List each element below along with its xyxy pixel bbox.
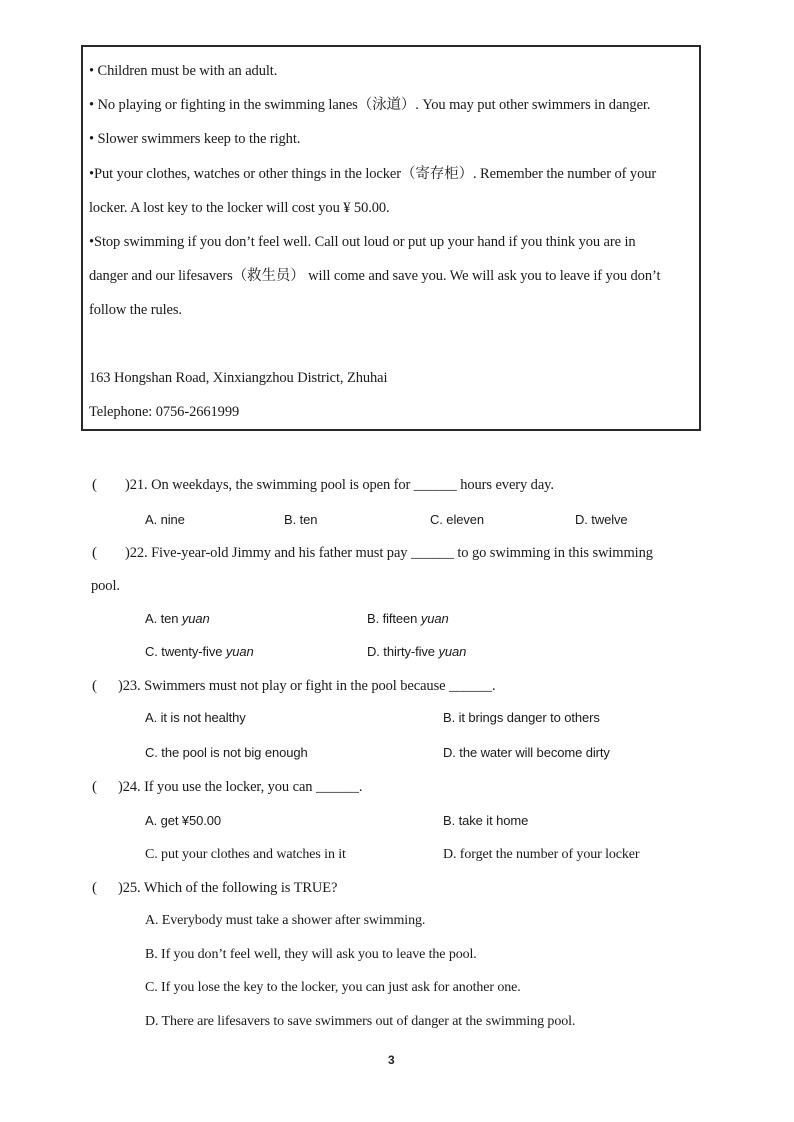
- q23-option-a[interactable]: A. it is not healthy: [145, 710, 246, 725]
- question-24-stem: )24. If you use the locker, you can ______.: [118, 779, 363, 795]
- q22-option-d[interactable]: [367, 643, 466, 661]
- q21-option-c[interactable]: C. eleven: [430, 512, 485, 527]
- rule-children-adult: • Children must be with an adult.: [89, 63, 278, 79]
- q23-option-b[interactable]: B. it brings danger to others: [443, 710, 600, 725]
- q22-option-b[interactable]: [367, 610, 449, 628]
- q22-option-a-text: A. ten: [145, 611, 179, 626]
- rule-stop-swimming-continued: danger and our lifesavers（救生员） will come and save you. We will ask you to leave if you don’t: [89, 268, 661, 284]
- rule-locker: •Put your clothes, watches or other things in the locker（寄存柜）. Remember the number of your: [89, 166, 657, 182]
- question-25-stem: )25. Which of the following is TRUE?: [118, 880, 338, 896]
- pool-address: 163 Hongshan Road, Xinxiangzhou District, Zhuhai: [89, 370, 388, 386]
- rule-stop-swimming: •Stop swimming if you don’t feel well. Call out loud or put up your hand if you think you are in: [89, 234, 636, 250]
- answer-blank-q24[interactable]: (: [92, 779, 97, 795]
- q24-option-d[interactable]: D. forget the number of your locker: [443, 847, 640, 862]
- q22-option-b-text: B. fifteen: [367, 611, 418, 626]
- q21-option-a[interactable]: A. nine: [145, 512, 185, 527]
- q22-option-d-unit: yuan: [438, 644, 467, 659]
- rule-no-playing-fighting: • No playing or fighting in the swimming lanes（泳道）. You may put other swimmers in danger.: [89, 97, 651, 113]
- question-21-stem: )21. On weekdays, the swimming pool is open for ______ hours every day.: [125, 477, 554, 493]
- q24-option-b[interactable]: B. take it home: [443, 813, 529, 828]
- q25-option-a[interactable]: A. Everybody must take a shower after swimming.: [145, 913, 426, 928]
- q22-option-c[interactable]: [145, 643, 254, 661]
- answer-blank-q22[interactable]: (: [92, 545, 97, 561]
- page-number: 3: [388, 1053, 395, 1067]
- q22-option-a-unit: yuan: [181, 611, 210, 626]
- question-22-stem: )22. Five-year-old Jimmy and his father must pay ______ to go swimming in this swimming: [125, 545, 653, 561]
- q24-option-c[interactable]: C. put your clothes and watches in it: [145, 847, 346, 862]
- answer-blank-q25[interactable]: (: [92, 880, 97, 896]
- q25-option-d[interactable]: D. There are lifesavers to save swimmers out of danger at the swimming pool.: [145, 1014, 576, 1029]
- q21-option-b[interactable]: B. ten: [284, 512, 318, 527]
- q22-option-b-unit: yuan: [420, 611, 449, 626]
- question-23-stem: )23. Swimmers must not play or fight in the pool because ______.: [118, 678, 496, 694]
- answer-blank-q23[interactable]: (: [92, 678, 97, 694]
- answer-blank-q21[interactable]: (: [92, 477, 97, 493]
- rule-follow-rules: follow the rules.: [89, 302, 182, 318]
- q22-option-a[interactable]: [145, 610, 210, 628]
- rule-slower-swimmers: • Slower swimmers keep to the right.: [89, 131, 301, 147]
- q25-option-b[interactable]: B. If you don’t feel well, they will ask you to leave the pool.: [145, 947, 477, 962]
- q23-option-d[interactable]: D. the water will become dirty: [443, 745, 610, 760]
- q22-option-d-text: D. thirty-five: [367, 644, 435, 659]
- q22-option-c-text: C. twenty-five: [145, 644, 223, 659]
- question-22-stem-continued: pool.: [91, 578, 120, 594]
- rule-locker-continued: locker. A lost key to the locker will cost you ¥ 50.00.: [89, 200, 390, 216]
- q22-option-c-unit: yuan: [225, 644, 254, 659]
- q25-option-c[interactable]: C. If you lose the key to the locker, you can just ask for another one.: [145, 980, 521, 995]
- pool-telephone: Telephone: 0756-2661999: [89, 404, 240, 420]
- q24-option-a[interactable]: A. get ¥50.00: [145, 813, 222, 828]
- q23-option-c[interactable]: C. the pool is not big enough: [145, 745, 308, 760]
- q21-option-d[interactable]: D. twelve: [575, 512, 628, 527]
